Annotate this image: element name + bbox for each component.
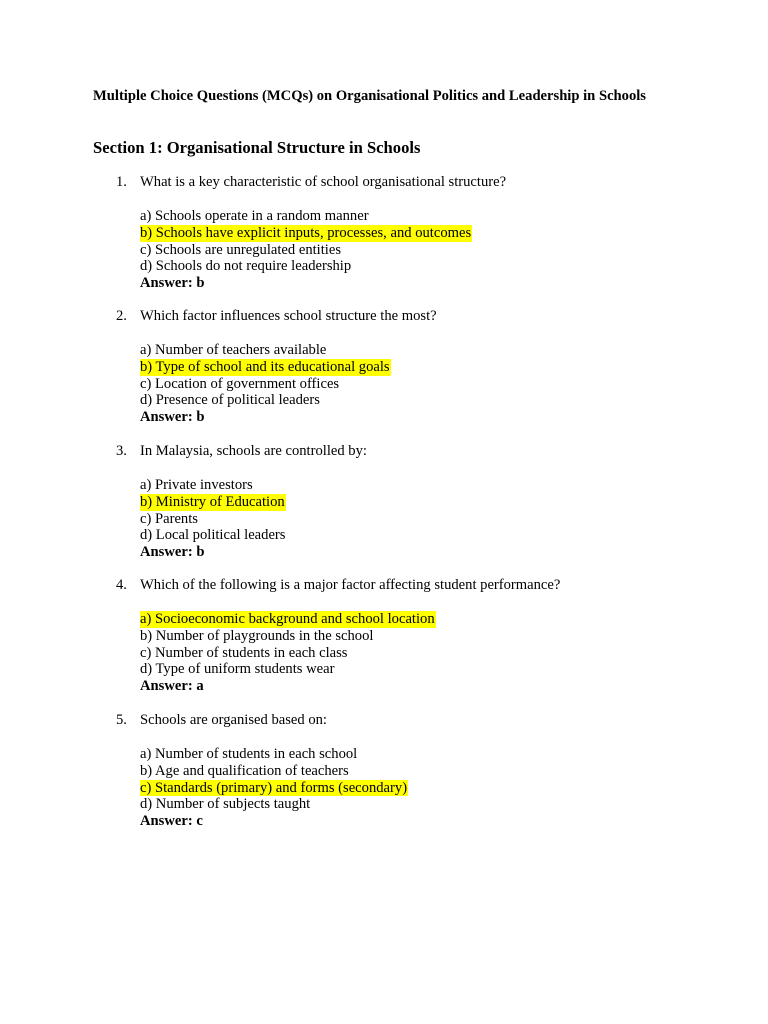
option-text-highlighted: a) Socioeconomic background and school location (140, 611, 435, 627)
option-list (140, 477, 286, 561)
option-text: a) Number of students in each school (140, 746, 358, 762)
option-d (140, 527, 286, 544)
option-text: d) Number of subjects taught (140, 796, 311, 813)
option-text: d) Presence of political leaders (140, 392, 320, 409)
option-a (140, 611, 436, 628)
option-d (140, 796, 408, 813)
question-number: 5. (116, 712, 127, 728)
option-text: a) Schools operate in a random manner (140, 208, 369, 224)
question-number: 2. (116, 308, 127, 324)
option-d (140, 258, 472, 275)
option-c (140, 511, 286, 528)
option-a (140, 477, 286, 494)
answer-label: Answer: c (140, 813, 203, 830)
question-number: 4. (116, 577, 127, 593)
option-text: c) Location of government offices (140, 375, 340, 392)
answer-label: Answer: a (140, 678, 204, 695)
option-c (140, 780, 408, 797)
option-b (140, 359, 391, 376)
option-b (140, 494, 286, 511)
option-list (140, 611, 436, 695)
option-list (140, 746, 408, 830)
option-c (140, 376, 391, 393)
question-number: 1. (116, 174, 127, 190)
option-c (140, 645, 436, 662)
option-text: d) Type of uniform students wear (140, 661, 335, 678)
question-text: In Malaysia, schools are controlled by: (140, 443, 367, 459)
option-text-highlighted: b) Ministry of Education (140, 493, 285, 510)
option-d (140, 661, 436, 678)
section-heading: Section 1: Organisational Structure in Schools (93, 138, 421, 157)
option-list (140, 342, 391, 426)
answer-label: Answer: b (140, 409, 205, 426)
option-b (140, 763, 408, 780)
option-text: a) Private investors (140, 477, 253, 493)
question-text: Schools are organised based on: (140, 712, 327, 728)
question-text: Which factor influences school structure the most? (140, 308, 437, 324)
option-text: b) Age and qualification of teachers (140, 762, 349, 779)
option-b (140, 225, 472, 242)
option-text-highlighted: c) Standards (primary) and forms (secondary) (140, 779, 408, 796)
option-text: c) Parents (140, 510, 198, 527)
answer-label: Answer: b (140, 275, 205, 292)
option-d (140, 392, 391, 409)
option-text: b) Number of playgrounds in the school (140, 627, 374, 644)
question-text: What is a key characteristic of school organisational structure? (140, 174, 507, 190)
answer-label: Answer: b (140, 544, 205, 561)
question-number: 3. (116, 443, 127, 459)
option-a (140, 342, 391, 359)
option-text-highlighted: b) Type of school and its educational goals (140, 358, 390, 375)
option-list (140, 208, 472, 292)
option-text: d) Local political leaders (140, 527, 286, 544)
option-text: d) Schools do not require leadership (140, 258, 352, 275)
option-c (140, 242, 472, 259)
option-text-highlighted: b) Schools have explicit inputs, processes, and outcomes (140, 224, 472, 241)
option-text: c) Number of students in each class (140, 644, 348, 661)
option-text: c) Schools are unregulated entities (140, 241, 341, 258)
question-text: Which of the following is a major factor affecting student performance? (140, 577, 561, 593)
option-a (140, 208, 472, 225)
option-text: a) Number of teachers available (140, 342, 327, 358)
document-title: Multiple Choice Questions (MCQs) on Organisational Politics and Leadership in Schools (93, 88, 646, 104)
option-a (140, 746, 408, 763)
option-b (140, 628, 436, 645)
